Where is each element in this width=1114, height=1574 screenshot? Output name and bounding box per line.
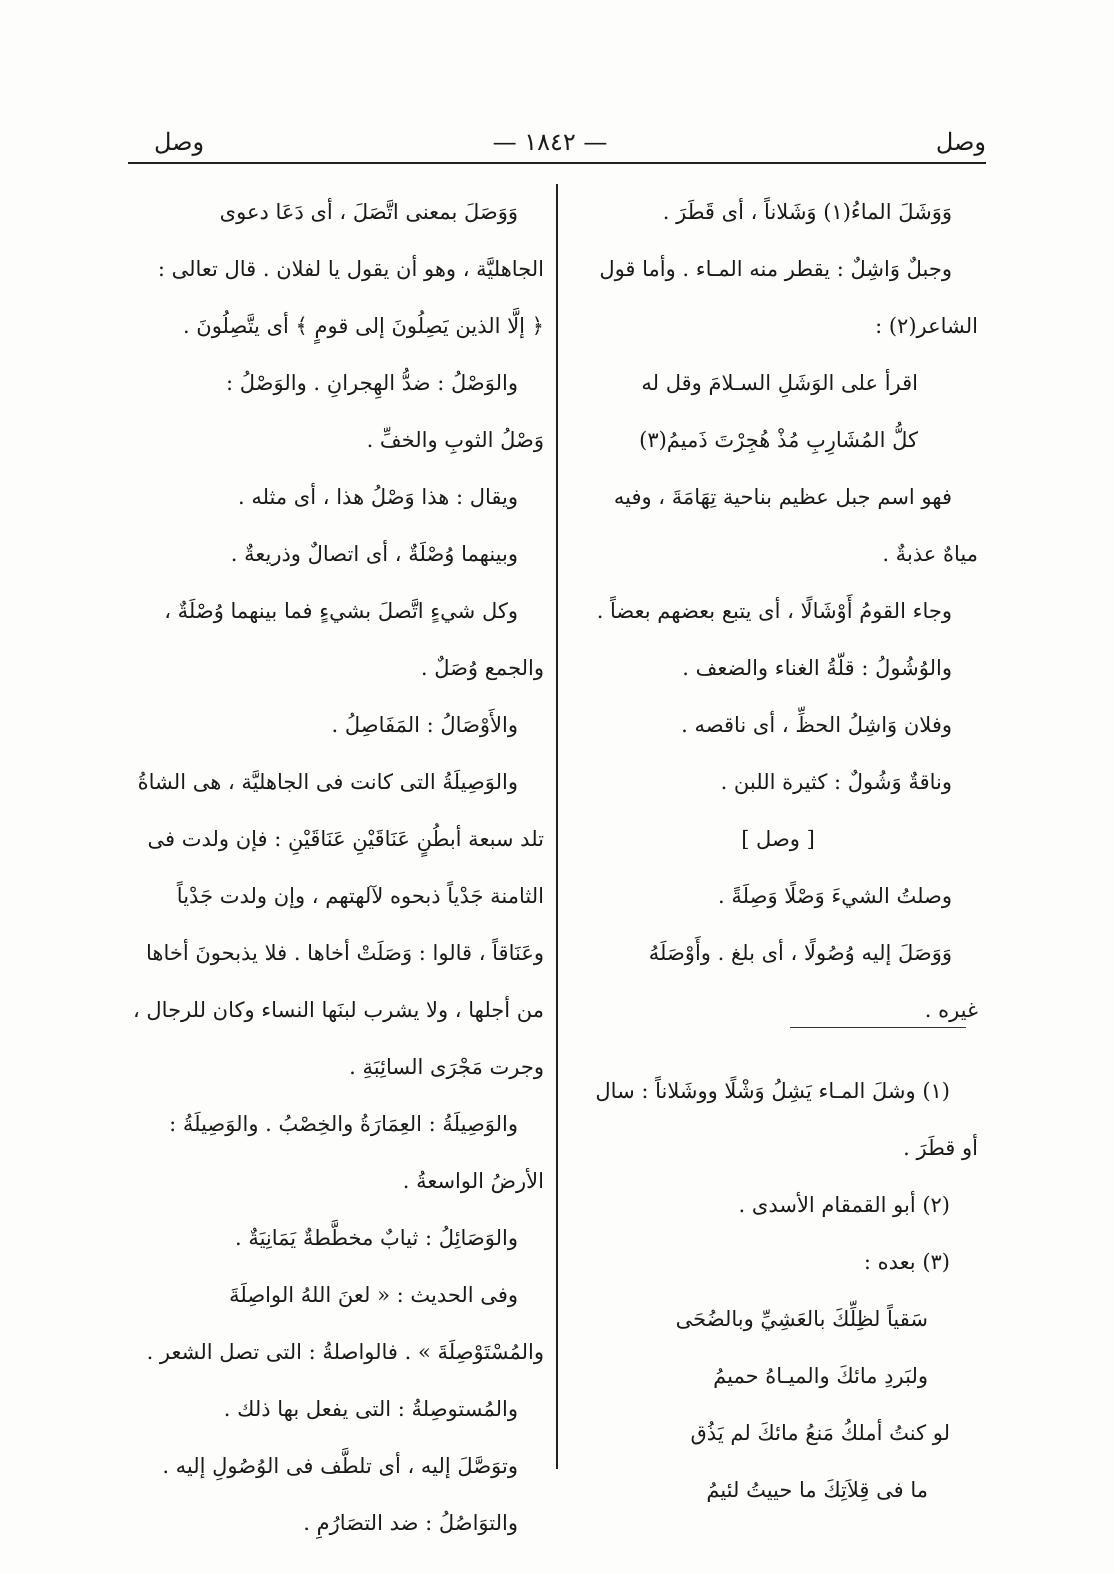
footnote-verse: لو كنتُ أملكُ مَنعُ مائكَ لم يَذُق [690,1421,950,1445]
entry-line: وصلتُ الشيءَ وَصْلًا وَصِلَةً . [718,884,952,908]
entry-line: الجاهليَّة ، وهو أن يقول يا لفلان . قال تعالى : [157,257,544,281]
entry-line: الأرضُ الواسعةُ . [402,1169,544,1193]
page-number: — ١٨٤٢ — [492,128,608,156]
footnote-gap [578,1039,978,1063]
entry-line: والوَصْلُ : ضدُّ الهِجرانِ . والوَصْلُ : [226,371,518,395]
entry-line: الثامنة جَدْياً ذبحوه لآلهتهم ، وإن ولدت جَدْياً [176,884,544,908]
running-head-right: وصل [935,128,986,156]
entry-line: وَوَصَلَ إليه وُصُولًا ، أى بلغ . وأَوْصَلَهُ [648,941,952,965]
entry-line: غيره . [924,998,978,1022]
entry-line: وفى الحديث : « لعنَ اللهُ الواصِلَةَ [229,1283,518,1307]
entry-line: الشاعر(٢) : [875,314,978,338]
root-heading: [ وصل ] [741,827,815,851]
right-column [578,184,978,1519]
entry-line: والأَوْصَالُ : المَفَاصِلُ . [331,713,518,737]
footnote-line: (٣) بعده : [863,1250,950,1274]
entry-line: وناقةٌ وَشُولٌ : كثيرة اللبن . [720,770,952,794]
footnote-line: (١) وشلَ المـاء يَشِلُ وَشْلًا ووشَلاناً : سال [595,1079,950,1103]
entry-line: وجاء القومُ أَوْشَالًا ، أى يتبع بعضهم بعضاً . [596,599,952,623]
entry-line: والمُسْتَوْصِلَةَ » . فالواصلةُ : التى تصل الشعر . [146,1340,544,1364]
entry-line: والوَصَائِلُ : ثيابٌ مخطَّطةٌ يَمَانِيَةٌ . [234,1226,518,1250]
footnote-verse: سَقياً لظِلِّكَ بالعَشِيِّ وبالضُحَى [675,1307,928,1331]
footnote-rule [790,1027,966,1028]
entry-line: والوَصِيلَةُ : العِمَارَةُ والخِصْبُ . والوَصِيلَةُ : [169,1112,518,1136]
verse-line: كلُّ المُشَارِبِ مُذْ هُجِرْتَ ذَميمُ(٣) [639,428,918,452]
header-rule [128,162,986,164]
entry-line: وتوَصَّلَ إليه ، أى تلطَّف فى الوُصُولِ إليه . [162,1454,518,1478]
entry-line: والمُستوصِلةُ : التى يفعل بها ذلك . [223,1397,518,1421]
footnote-line: (٢) أبو القمقام الأسدى . [738,1193,950,1217]
entry-line: والجمع وُصَلٌ . [420,656,544,680]
left-column [132,184,544,1552]
entry-line: والتوَاصُلُ : ضد التصَارُمِ . [303,1511,518,1535]
entry-line: وجرت مَجْرَى السائِبَةِ . [349,1055,544,1079]
entry-line: وبينهما وُصْلَةٌ ، أى اتصالٌ وذريعةٌ . [230,542,518,566]
footnote-verse: ولبَردِ مائكَ والميـاهُ حميمُ [713,1364,928,1388]
entry-line: وجبلٌ وَاشِلٌ : يقطر منه المـاء . وأما قول [599,257,952,281]
entry-line: وعَنَاقاً ، قالوا : وَصَلَتْ أخاها . فلا يذبحونَ أخاها [146,941,544,965]
entry-line: تلد سبعة أبطُنٍ عَنَاقَيْنِ عَنَاقَيْنِ : فإن ولدت فى [147,827,544,851]
column-divider [556,184,558,1469]
entry-line: وَصْلُ الثوبِ والخفِّ . [366,428,544,452]
entry-line: والوَصِيلَةُ التى كانت فى الجاهليَّة ، هى الشاةُ [137,770,518,794]
entry-line: وكل شيءٍ اتَّصلَ بشيءٍ فما بينهما وُصْلَةٌ ، [164,599,518,623]
entry-line: مياهٌ عذبةٌ . [882,542,978,566]
entry-line: وفلان وَاشِلُ الحظِّ ، أى ناقصه . [681,713,952,737]
entry-line: ويقال : هذا وَصْلُ هذا ، أى مثله . [237,485,518,509]
entry-line: وَوَصَلَ بمعنى اتَّصَلَ ، أى دَعَا دعوى [219,200,518,224]
entry-line: وَوَشَلَ الماءُ(١) وَشَلاناً ، أى قَطَرَ . [662,200,952,224]
footnote-verse: ما فى قِلاَتِكَ ما حييتُ لئيمُ [706,1478,928,1502]
entry-line: والوُشُولُ : قلّةُ الغناء والضعف . [682,656,952,680]
entry-line: ﴿ إلَّا الذين يَصِلُونَ إلى قومٍ ﴾ أى يتَّصِلُونَ . [182,314,544,338]
running-head-left: وصل [154,128,205,156]
entry-line: من أجلها ، ولا يشرب لبنَها النساء وكان للرجال ، [132,998,544,1022]
entry-line: فهو اسم جبل عظيم بناحية تِهَامَةَ ، وفيه [613,485,952,509]
footnote-line: أو قطَرَ . [903,1136,978,1160]
verse-line: اقرأ على الوَشَلِ السـلامَ وقل له [641,371,918,395]
